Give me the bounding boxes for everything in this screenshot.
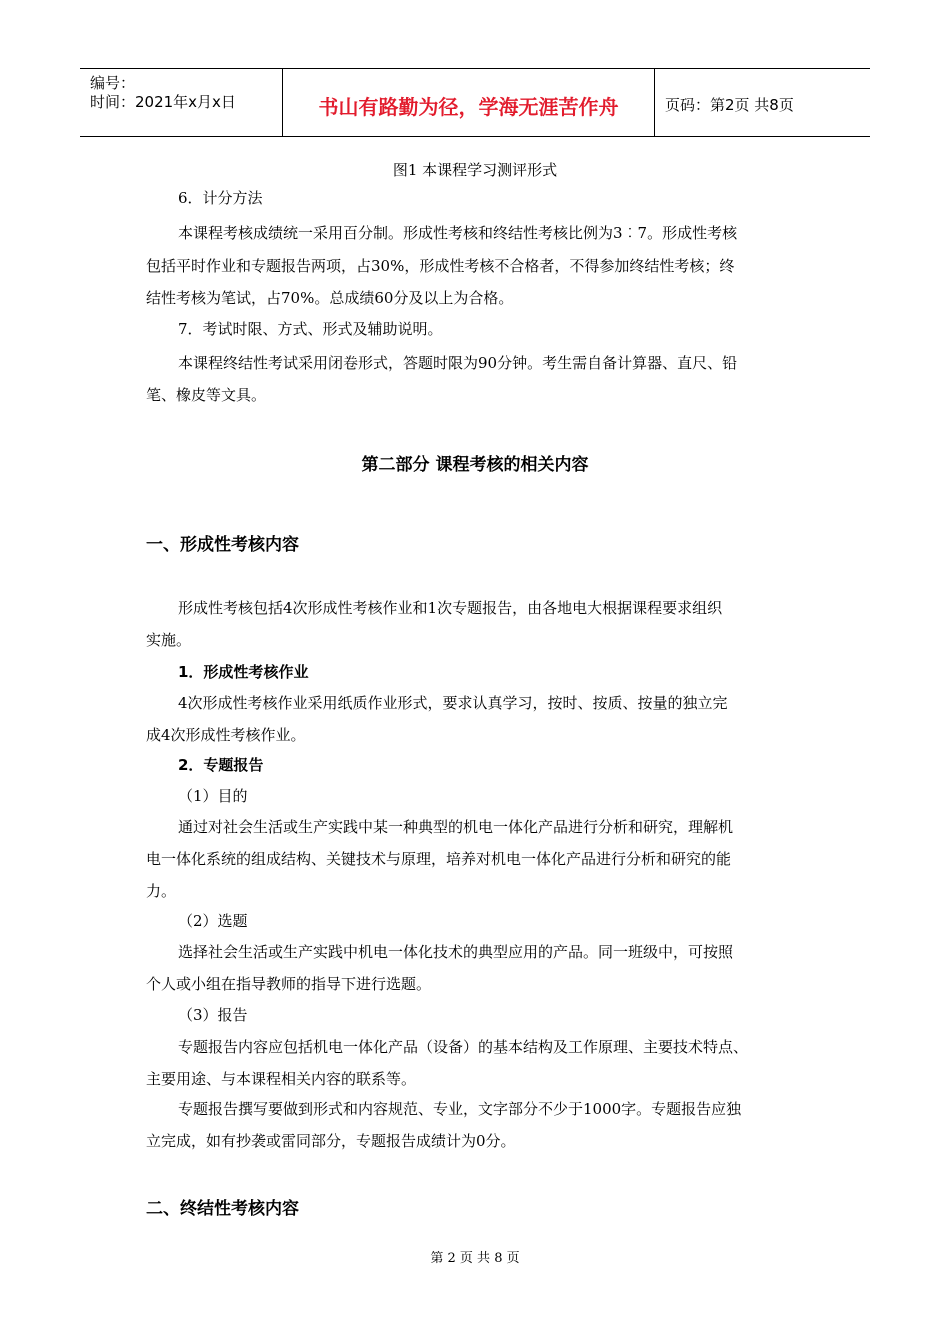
report-paragraph-line: 专题报告内容应包括机电一体化产品（设备）的基本结构及工作原理、主要技术特点、 xyxy=(178,1038,749,1056)
goal-heading: （1）目的 xyxy=(178,787,248,805)
part2-title: 第二部分 课程考核的相关内容 xyxy=(361,455,589,475)
section1-paragraph-line: 形成性考核包括4次形成性考核作业和1次专题报告，由各地电大根据课程要求组织 xyxy=(178,599,723,617)
subsection1-heading: 1．形成性考核作业 xyxy=(178,663,309,681)
doc-time-label: 时间：2021年x月x日 xyxy=(90,93,236,111)
item6-title: 6．计分方法 xyxy=(178,189,263,207)
section1-heading: 一、形成性考核内容 xyxy=(146,535,299,555)
report-paragraph-line: 主要用途、与本课程相关内容的联系等。 xyxy=(146,1070,417,1088)
item7-paragraph-line: 笔、橡皮等文具。 xyxy=(146,386,267,404)
report-heading: （3）报告 xyxy=(178,1006,248,1024)
subsection1-paragraph-line: 成4次形成性考核作业。 xyxy=(146,726,306,744)
item6-paragraph-line: 本课程考核成绩统一采用百分制。形成性考核和终结性考核比例为3︰7。形成性考核 xyxy=(178,224,738,242)
header-motto: 书山有路勤为径，学海无涯苦作舟 xyxy=(318,95,619,119)
header-page-number: 页码：第2页 共8页 xyxy=(665,96,794,114)
item7-paragraph-line: 本课程终结性考试采用闭卷形式，答题时限为90分钟。考生需自备计算器、直尺、铅 xyxy=(178,354,738,372)
item6-paragraph-line: 包括平时作业和专题报告两项，占30%，形成性考核不合格者，不得参加终结性考核；终 xyxy=(146,257,735,275)
header-motto-cell xyxy=(283,69,655,136)
item6-paragraph-line: 结性考核为笔试，占70%。总成绩60分及以上为合格。 xyxy=(146,289,514,307)
page-header xyxy=(80,68,870,137)
report-paragraph-line: 立完成，如有抄袭或雷同部分，专题报告成绩计为0分。 xyxy=(146,1132,516,1150)
figure-caption: 图1 本课程学习测评形式 xyxy=(392,161,558,179)
goal-paragraph-line: 力。 xyxy=(146,882,177,900)
page-footer: 第 2 页 共 8 页 xyxy=(430,1251,520,1266)
doc-code-label: 编号： xyxy=(90,74,136,92)
topic-paragraph-line: 个人或小组在指导教师的指导下进行选题。 xyxy=(146,975,432,993)
goal-paragraph-line: 通过对社会生活或生产实践中某一种典型的机电一体化产品进行分析和研究，理解机 xyxy=(178,818,734,836)
topic-heading: （2）选题 xyxy=(178,912,248,930)
header-info-cell xyxy=(80,69,283,136)
header-page-cell xyxy=(655,69,870,136)
item7-title: 7．考试时限、方式、形式及辅助说明。 xyxy=(178,320,443,338)
section2-heading: 二、终结性考核内容 xyxy=(146,1199,299,1219)
subsection2-heading: 2．专题报告 xyxy=(178,756,264,774)
report-paragraph-line: 专题报告撰写要做到形式和内容规范、专业，文字部分不少于1000字。专题报告应独 xyxy=(178,1100,742,1118)
topic-paragraph-line: 选择社会生活或生产实践中机电一体化技术的典型应用的产品。同一班级中，可按照 xyxy=(178,943,734,961)
goal-paragraph-line: 电一体化系统的组成结构、关键技术与原理，培养对机电一体化产品进行分析和研究的能 xyxy=(146,850,732,868)
section1-paragraph-line: 实施。 xyxy=(146,631,192,649)
subsection1-paragraph-line: 4次形成性考核作业采用纸质作业形式，要求认真学习，按时、按质、按量的独立完 xyxy=(178,694,728,712)
